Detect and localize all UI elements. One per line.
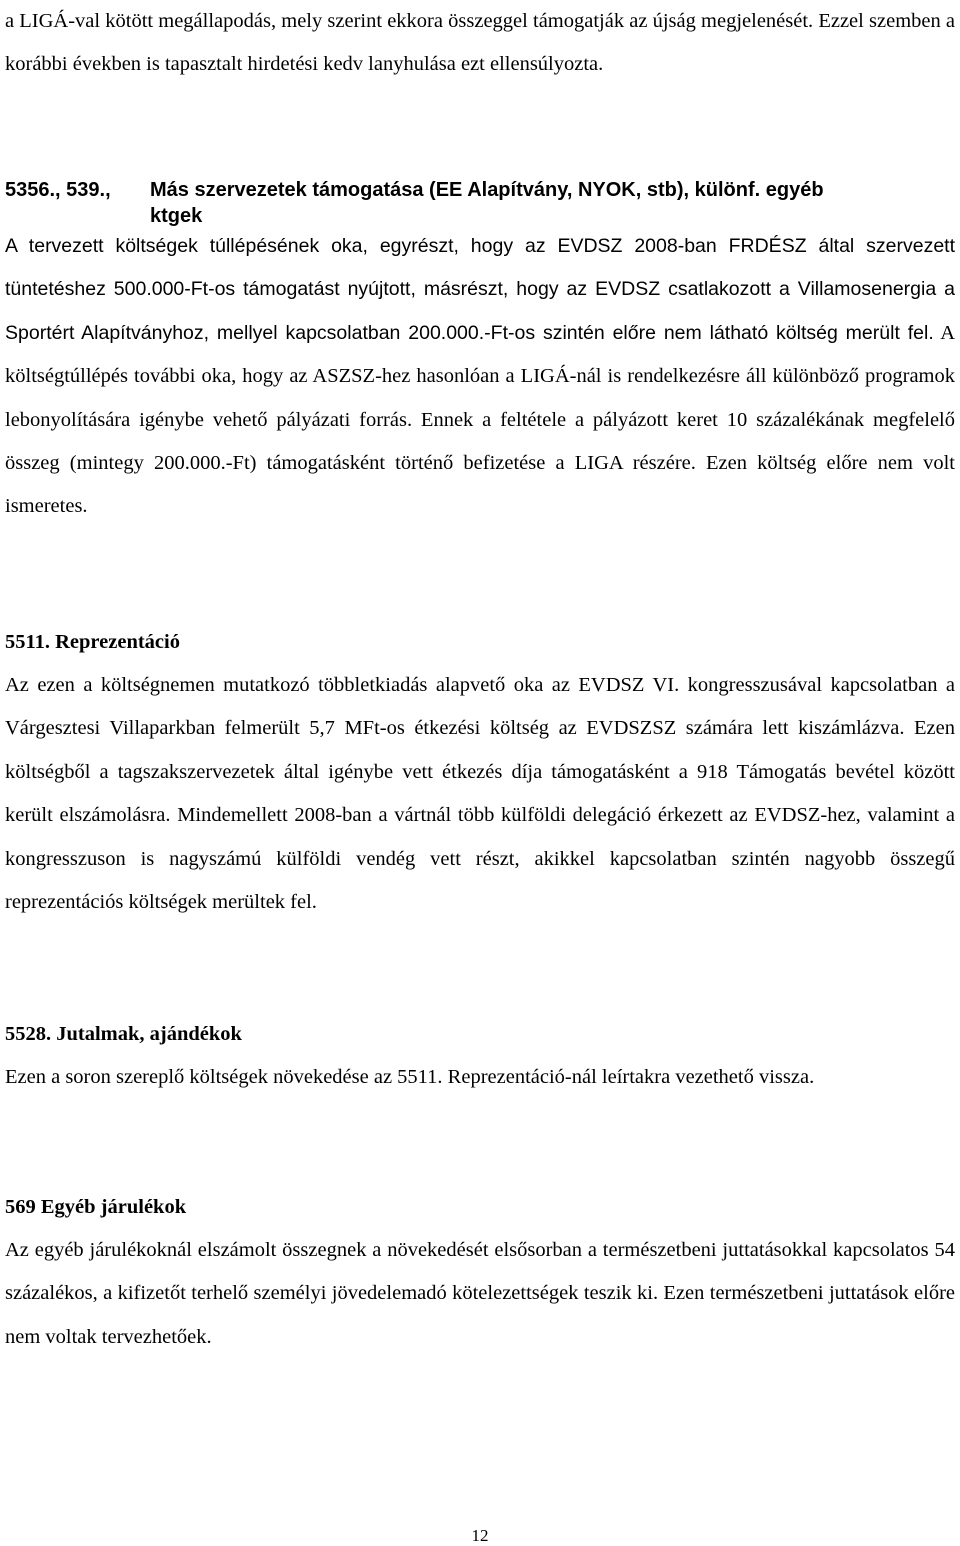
intro-paragraph [5,0,955,87]
intro-text: a LIGÁ-val kötött megállapodás, mely szerint ekkora összeggel támogatják az újság megjelenését. Ezzel szemben a korábbi években is tapasztalt hirdetési kedv lanyhulása ezt ellensúlyozta. [5,10,955,76]
section-5356-body-sans: A tervezett költségek túllépésének oka, egyrészt, hogy az EVDSZ 2008-ban FRDÉSZ által szervezett tüntetéshez 500.000-Ft-os támogatást nyújtott, másrészt, hogy az EVDSZ csatlakozott a Villamosenergia a Sportért Alapítványhoz, mellyel kapcsolatban 200.000.-Ft-os szintén előre nem látható költség merült fel. [5,235,955,344]
section-5356 [5,177,955,529]
section-569-heading: 569 Egyéb járulékok [5,1196,187,1218]
section-5511-body: Az ezen a költségnemen mutatkozó többletkiadás alapvető oka az EVDSZ VI. kongresszusával kapcsolatban a Várgesztesi Villaparkban felmerült 5,7 MFt-os étkezési költség az EVDSZSZ számára lett kiszámlázva. Ezen költségből a tagszakszervezetek által igénybe vett étkezés díja támogatásként a 918 Támogatás bevétel között került elszámolásra. Mindemellett 2008-ban a vártnál több külföldi delegáció érkezett az EVDSZ-hez, valamint a kongresszuson is nagyszámú külföldi vendég vett részt, akikkel kapcsolatban szintén nagyobb összegű reprezentációs költségek merültek fel. [5,674,955,914]
section-5528-heading: 5528. Jutalmak, ajándékok [5,1023,242,1045]
section-569 [5,1195,955,1359]
section-5356-title [150,177,824,203]
section-5356-body [5,225,955,529]
section-569-body: Az egyéb járulékoknál elszámolt összegnek a növekedését elsősorban a természetbeni juttatásokkal kapcsolatos 54 százalékos, a kifizetőt terhelő személyi jövedelemadó kötelezettségek teszik ki. Ezen természetbeni juttatások előre nem voltak tervezhetőek. [5,1239,955,1348]
section-5528 [5,1022,955,1099]
section-5511 [5,630,955,924]
section-5356-title-line2: ktgek [150,205,203,227]
section-5356-number: 5356., 539., [5,179,111,201]
section-5511-heading: 5511. Reprezentáció [5,631,180,653]
section-5356-title-line1: Más szervezetek támogatása (EE Alapítvány, NYOK, stb), különf. egyéb [150,179,824,201]
page-number: 12 [471,1526,489,1545]
section-5528-body: Ezen a soron szereplő költségek növekedése az 5511. Reprezentáció-nál leírtakra vezethető vissza. [5,1066,815,1088]
section-5356-heading [5,177,955,203]
section-5356-body-serif: A költségtúllépés további oka, hogy az ASZSZ-hez hasonlóan a LIGÁ-nál is rendelkezésre áll különböző programok lebonyolítására igénybe vehető pályázati forrás. Ennek a feltétele a pályázott keret 10 százalékának megfelelő összeg (mintegy 200.000.-Ft) támogatásként történő befizetése a LIGA részére. Ezen költség előre nem volt ismeretes. [5,321,956,518]
